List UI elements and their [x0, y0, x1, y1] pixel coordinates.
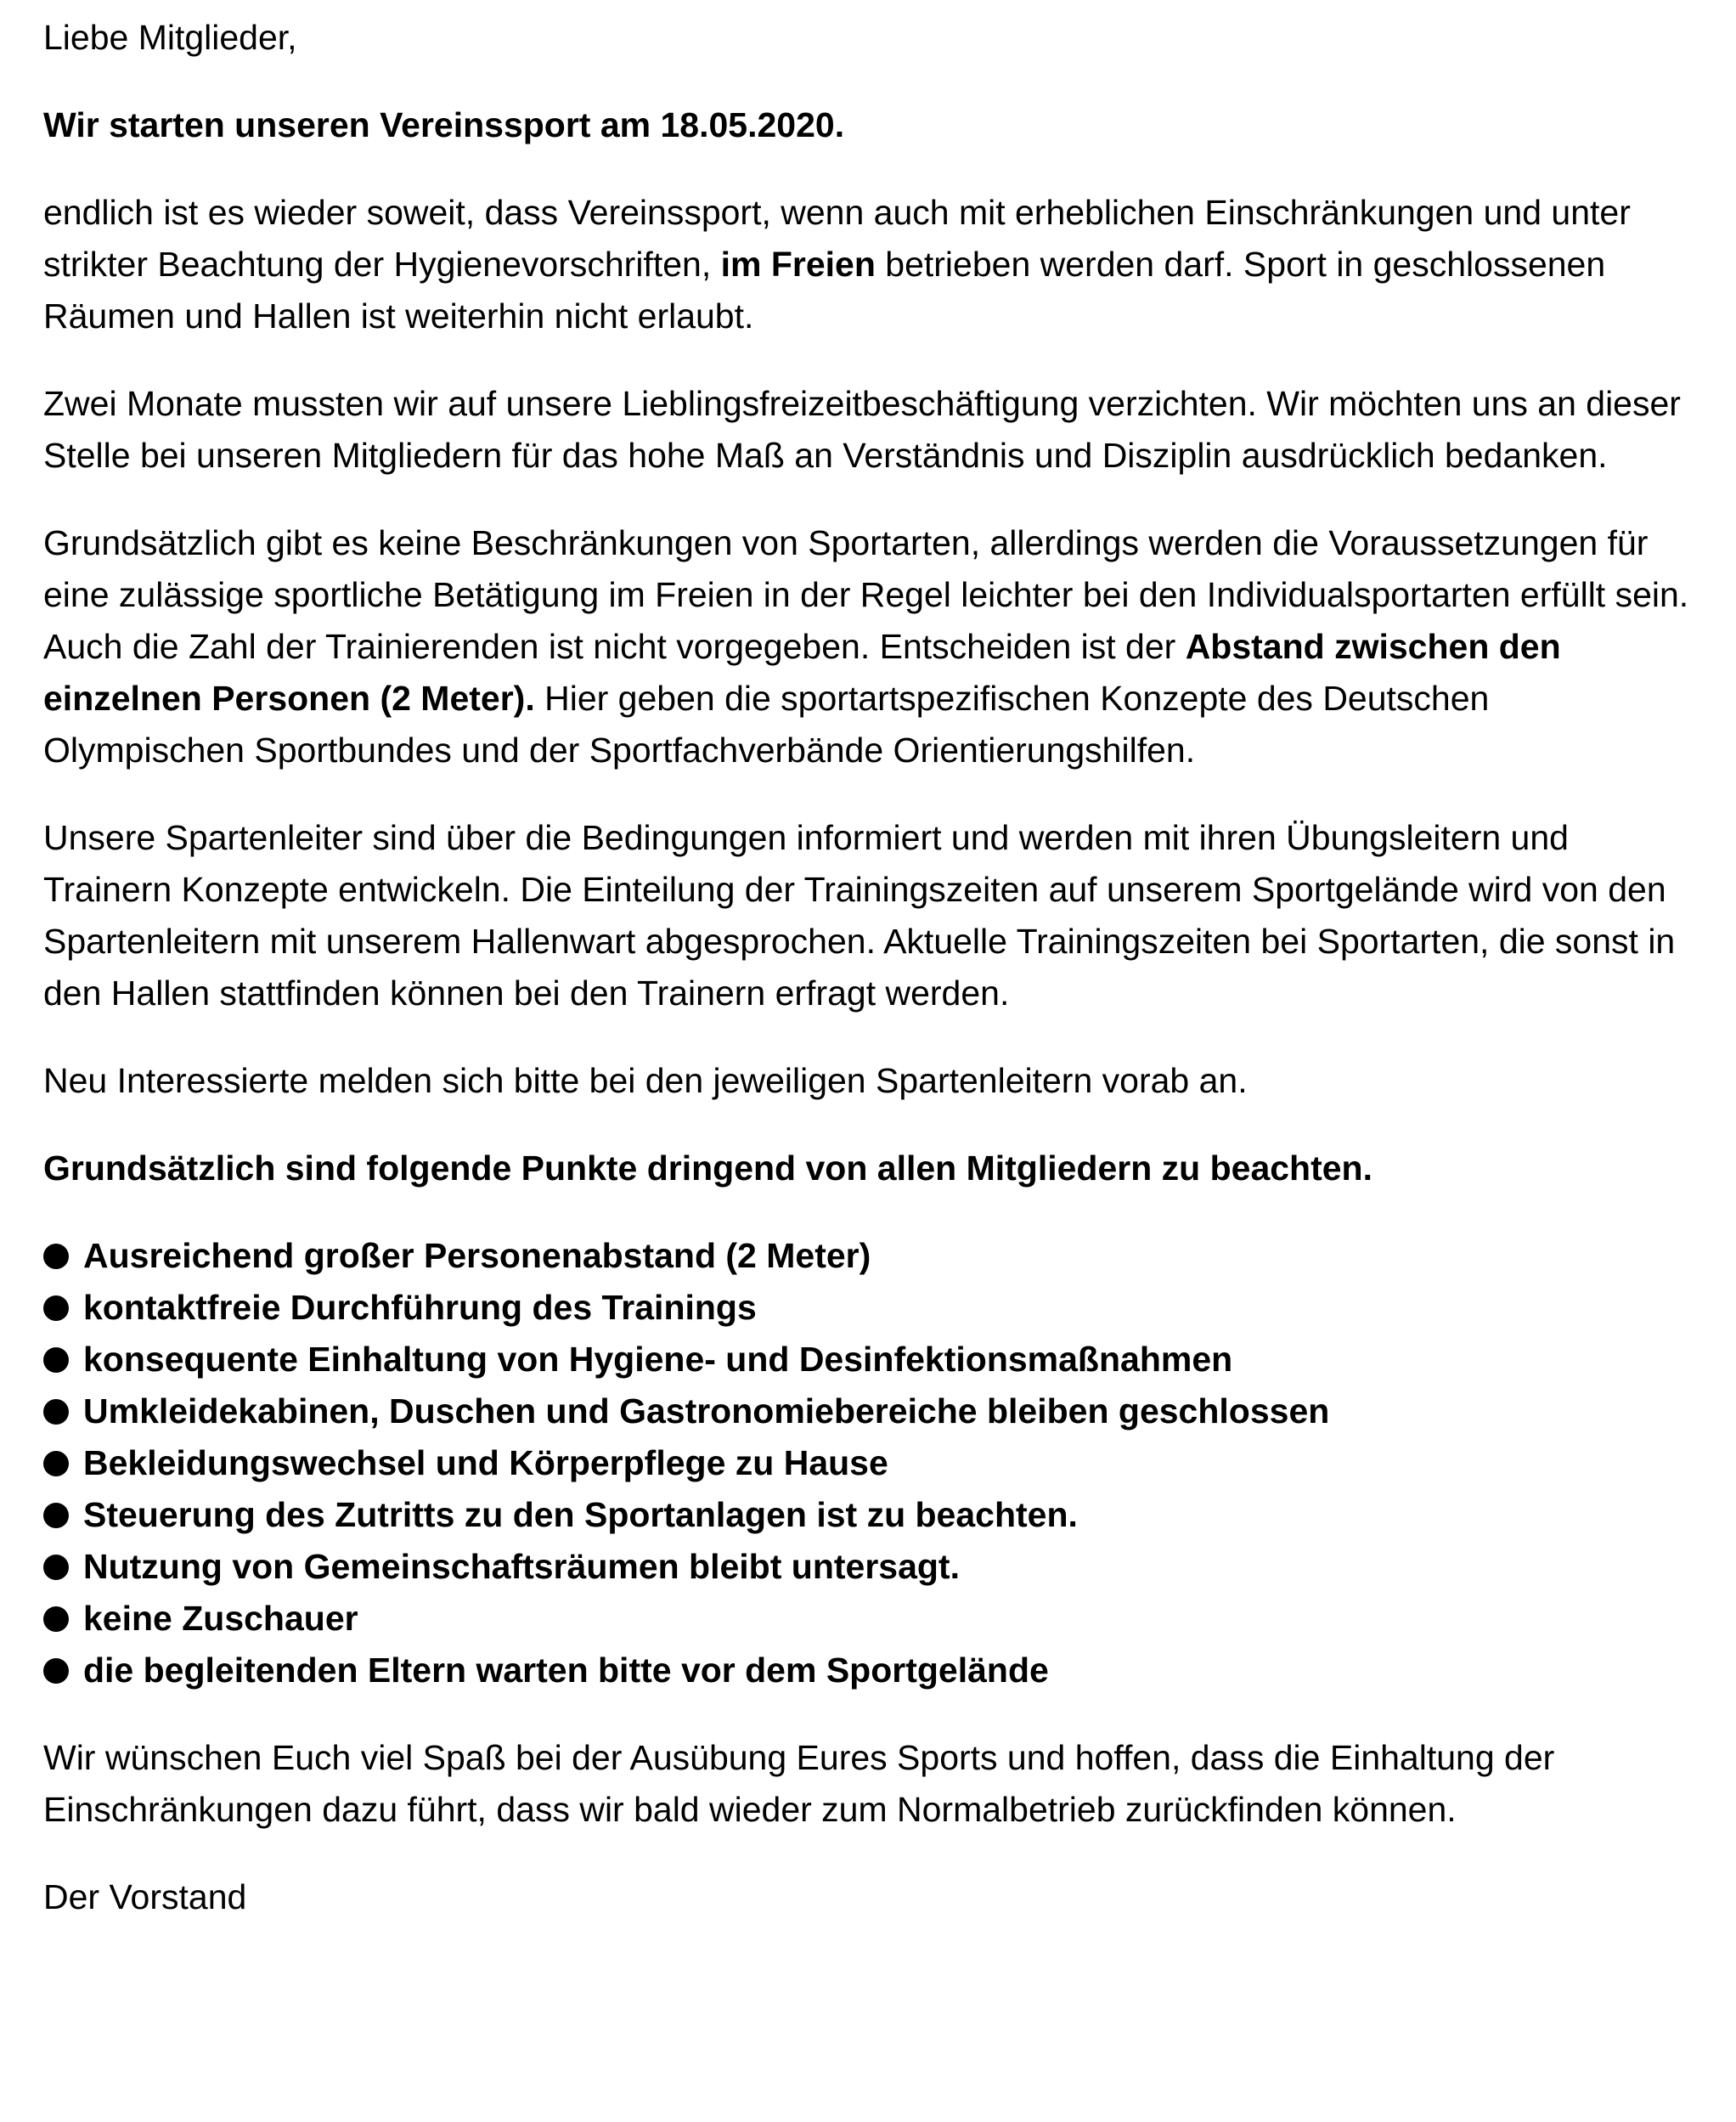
paragraph-intro-text: endlich ist es wieder soweit, dass Vereinssport, wenn auch mit erheblichen Einschränkungen und unter strikter Beachtung der Hygienevorschriften,	[43, 193, 1631, 284]
rule-item	[43, 1386, 1736, 1437]
rule-text: Umkleidekabinen, Duschen und Gastronomiebereiche bleiben geschlossen	[83, 1391, 1330, 1431]
paragraph-intro	[43, 187, 1699, 342]
paragraph-intro-emphasis: im Freien	[720, 245, 876, 284]
rule-text: Steuerung des Zutritts zu den Sportanlagen ist zu beachten.	[83, 1495, 1078, 1534]
paragraph-new-members: Neu Interessierte melden sich bitte bei den jeweiligen Spartenleitern vorab an.	[43, 1061, 1248, 1100]
bullet-icon	[43, 1244, 69, 1269]
paragraph-rules-info-emphasis: Abstand zwischen den einzelnen Personen (2 Meter).	[43, 627, 1561, 718]
rule-item	[43, 1282, 1736, 1334]
closing-paragraph: Wir wünschen Euch viel Spaß bei der Ausübung Eures Sports und hoffen, dass die Einhaltung der Einschränkungen dazu führt, dass wir bald wieder zum Normalbetrieb zurückfinden können.	[43, 1738, 1555, 1829]
paragraph-rules-info	[43, 517, 1699, 776]
paragraph-training-times: Unsere Spartenleiter sind über die Bedingungen informiert und werden mit ihren Übungsleitern und Trainern Konzepte entwickeln. Die Einteilung der Trainingszeiten auf unserem Sportgelände wird von den Spartenleitern mit unserem Hallenwart abgesprochen. Aktuelle Trainingszeiten bei Sportarten, die sonst in den Hallen stattfinden können bei den Trainern erfragt werden.	[43, 818, 1676, 1013]
rule-text: die begleitenden Eltern warten bitte vor dem Sportgelände	[83, 1651, 1049, 1690]
rule-text: konsequente Einhaltung von Hygiene- und Desinfektionsmaßnahmen	[83, 1340, 1233, 1379]
bullet-icon	[43, 1295, 69, 1321]
bullet-icon	[43, 1555, 69, 1580]
rule-item	[43, 1593, 1736, 1645]
signature: Der Vorstand	[43, 1877, 247, 1916]
bullet-icon	[43, 1399, 69, 1425]
rule-item	[43, 1334, 1736, 1386]
rule-item	[43, 1489, 1736, 1541]
rule-item	[43, 1230, 1736, 1282]
rule-text: Bekleidungswechsel und Körperpflege zu Hause	[83, 1443, 888, 1482]
bullet-icon	[43, 1451, 69, 1476]
paragraph-intro-text-end: betrieben werden darf. Sport in geschlossenen Räumen und Hallen ist weiterhin nicht erlaubt.	[43, 245, 1606, 336]
rule-item	[43, 1437, 1736, 1489]
rule-text: Ausreichend großer Personenabstand (2 Meter)	[83, 1236, 871, 1275]
headline: Wir starten unseren Vereinssport am 18.05.2020.	[43, 105, 845, 144]
greeting: Liebe Mitglieder,	[43, 18, 297, 57]
bullet-icon	[43, 1658, 69, 1684]
paragraph-thanks: Zwei Monate mussten wir auf unsere Lieblingsfreizeitbeschäftigung verzichten. Wir möchten uns an dieser Stelle bei unseren Mitgliedern für das hohe Maß an Verständnis und Disziplin ausdrücklich bedanken.	[43, 384, 1681, 475]
paragraph-rules-info-text: Grundsätzlich gibt es keine Beschränkungen von Sportarten, allerdings werden die Voraussetzungen für eine zulässige sportliche Betätigung im Freien in der Regel leichter bei den Individualsportarten erfüllt sein. Auch die Zahl der Trainierenden ist nicht vorgegeben. Entscheiden ist der	[43, 523, 1689, 666]
rule-item	[43, 1645, 1736, 1696]
bullet-icon	[43, 1606, 69, 1632]
bullet-icon	[43, 1503, 69, 1528]
rule-text: keine Zuschauer	[83, 1599, 358, 1638]
paragraph-rules-info-text-end: Hier geben die sportartspezifischen Konzepte des Deutschen Olympischen Sportbundes und der Sportfachverbände Orientierungshilfen.	[43, 679, 1490, 770]
rule-item	[43, 1541, 1736, 1593]
rules-heading: Grundsätzlich sind folgende Punkte dringend von allen Mitgliedern zu beachten.	[43, 1148, 1372, 1188]
rule-text: Nutzung von Gemeinschaftsräumen bleibt untersagt.	[83, 1547, 960, 1586]
rules-list	[43, 1230, 1736, 1696]
rule-text: kontaktfreie Durchführung des Trainings	[83, 1288, 757, 1327]
bullet-icon	[43, 1347, 69, 1373]
